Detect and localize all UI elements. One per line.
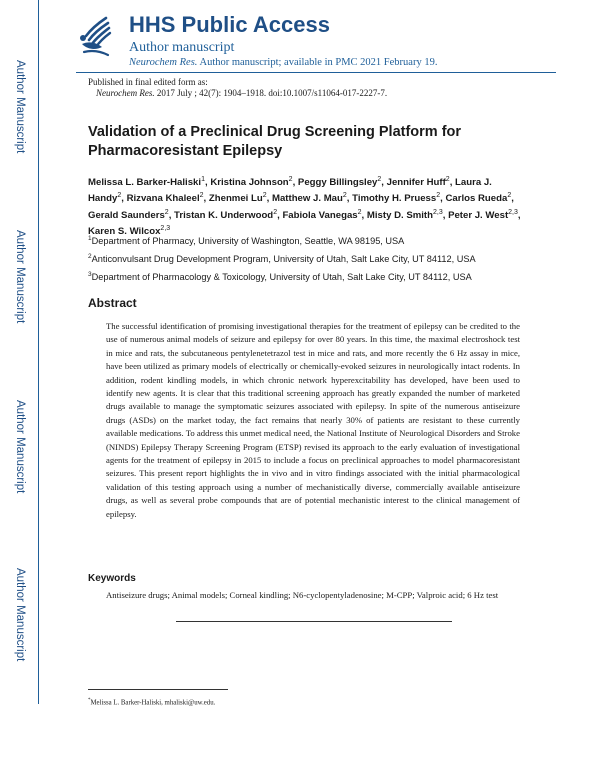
keywords-heading: Keywords — [88, 573, 136, 584]
author — [445, 193, 513, 204]
author-name: Rizvana Khaleel — [126, 193, 200, 205]
author-affiliation: 2 — [273, 208, 278, 216]
footnote — [88, 698, 215, 706]
author-name: Kristina Johnson — [210, 177, 289, 189]
author-affiliation: 2 — [199, 192, 204, 200]
footnote-rule — [88, 689, 228, 690]
hhs-public-access-title: HHS Public Access — [129, 12, 330, 37]
author-affiliation: 2,3 — [160, 224, 171, 232]
author — [174, 210, 282, 221]
citation-journal: Neurochem Res. — [96, 88, 155, 98]
author-name: Peggy Billingsley — [297, 177, 378, 189]
author — [387, 177, 455, 188]
author-name: Fabiola Vanegas — [282, 209, 358, 221]
author-affiliation: 2 — [262, 192, 267, 200]
author-name: Timothy H. Pruess — [352, 193, 437, 205]
author-affiliation: 2 — [357, 208, 362, 216]
margin-rule — [38, 0, 39, 704]
journal-abbrev: Neurochem Res. — [129, 57, 198, 68]
affiliation-text: Department of Pharmacology & Toxicology, University of Utah, Salt Lake City, UT 84112, USA — [91, 272, 472, 283]
author-name: Tristan K. Underwood — [174, 209, 274, 221]
author-separator: , — [203, 193, 209, 205]
author-name: Matthew J. Mau — [271, 193, 343, 205]
author-name: Misty D. Smith — [366, 209, 433, 221]
footnote-text: Melissa L. Barker-Haliski, mhaliski@uw.edu. — [90, 699, 216, 707]
author-affiliation: 2 — [117, 192, 122, 200]
author-name: Peter J. West — [448, 209, 509, 221]
author-affiliation: 2 — [342, 192, 347, 200]
author-separator: , — [517, 209, 521, 221]
author-separator: , — [361, 209, 367, 221]
margin-label-author-manuscript: Author Manuscript — [14, 60, 26, 154]
keywords-body: Antiseizure drugs; Animal models; Corneal kindling; N6-cyclopentyladenosine; M-CPP; Valproic acid; 6 Hz test — [106, 590, 499, 600]
author-name: Gerald Saunders — [88, 209, 165, 221]
footnote-marker: * — [88, 698, 91, 703]
author-separator: , — [440, 193, 446, 205]
abstract-heading: Abstract — [88, 296, 137, 310]
author — [272, 193, 352, 204]
margin-label-author-manuscript: Author Manuscript — [14, 230, 26, 324]
availability-text: Author manuscript; available in PMC 2021 February 19. — [199, 57, 438, 68]
author-manuscript-label: Author manuscript — [129, 40, 235, 55]
author-affiliation: 2 — [377, 176, 382, 183]
author — [127, 193, 209, 204]
author-affiliation: 2 — [288, 176, 293, 183]
author-affiliation: 2 — [436, 192, 441, 200]
author-affiliation: 1 — [201, 176, 205, 183]
header-rule — [76, 72, 556, 73]
author-separator: , — [121, 193, 127, 205]
citation-details: 2017 July ; 42(7): 1904–1918. doi:10.1007/s11064-017-2227-7. — [156, 88, 388, 98]
author-separator: , — [168, 209, 175, 221]
author-separator: , — [204, 177, 211, 189]
published-label: Published in final edited form as: — [88, 77, 208, 87]
hhs-eagle-logo-icon — [76, 14, 116, 58]
article-title: Validation of a Preclinical Drug Screening Platform for Pharmacoresistant Epilepsy — [88, 124, 462, 159]
affiliation-text: Anticonvulsant Drug Development Program, University of Utah, Salt Lake City, UT 84112, USA — [91, 254, 476, 265]
author-separator: , — [381, 177, 387, 189]
author-affiliation: 2 — [445, 176, 450, 183]
author-name: Carlos Rueda — [445, 193, 508, 205]
affiliation-number: 3 — [88, 271, 92, 278]
author-separator: , — [449, 177, 456, 189]
author-separator: , — [277, 209, 283, 221]
author-name: Jennifer Huff — [386, 177, 446, 189]
affiliation-text: Department of Pharmacy, University of Washington, Seattle, WA 98195, USA — [91, 236, 405, 247]
author-affiliation: 2,3 — [508, 208, 518, 216]
author-separator: , — [442, 209, 449, 221]
author-name: Laura J. Handy — [88, 177, 492, 205]
author-separator: , — [511, 193, 514, 205]
author-affiliation: 2 — [507, 192, 512, 200]
availability-line — [129, 57, 437, 68]
author — [88, 210, 174, 221]
author-separator: , — [266, 193, 272, 205]
affiliation-number: 2 — [88, 253, 92, 260]
margin-label-author-manuscript: Author Manuscript — [14, 400, 26, 494]
author-name: Melissa L. Barker-Haliski — [88, 177, 202, 189]
section-divider — [176, 621, 452, 622]
author — [88, 177, 210, 188]
author — [352, 193, 445, 204]
author-list — [88, 173, 528, 238]
author — [367, 210, 448, 221]
affiliation-3 — [88, 271, 548, 282]
author — [209, 193, 272, 204]
author-name: Zhenmei Lu — [208, 193, 263, 205]
author-affiliation: 2,3 — [432, 208, 443, 216]
author — [210, 177, 298, 188]
affiliation-1 — [88, 235, 548, 246]
affiliation-number: 1 — [88, 235, 92, 242]
author-affiliation: 2 — [164, 208, 169, 216]
citation — [96, 88, 387, 98]
affiliation-2 — [88, 253, 548, 264]
margin-label-author-manuscript: Author Manuscript — [14, 568, 26, 662]
author-separator: , — [292, 177, 298, 189]
author-separator: , — [346, 193, 353, 205]
author-name: Karen S. Wilcox — [88, 225, 161, 237]
author — [282, 210, 366, 221]
abstract-body: The successful identification of promising investigational therapies for the treatment of epilepsy can be credited to the use of numerous animal models of seizure and epilepsy for over 80 years. In this time, the maximal electroshock test in mice and rats, the subcutaneous pentylenetetrazol test in mice and rats, and more recently the 6 Hz assay in mice, have been utilized as primary models of electrically or chemically-evoked seizures in neurologically intact rodents. In addition, rodent kindling models, in which chronic network hyperexcitability has developed, have been used to identify new agents. It is clear that this traditional screening approach has greatly expanded the number of marketed drugs available to manage the symptomatic seizures associated with epilepsy. In spite of the numerous antiseizure drugs (ASDs) on the market today, the fact remains that nearly 30% of patients are resistant to these currently available medications. To address this unmet medical need, the National Institute of Neurological Disorders and Stroke (NINDS) Epilepsy Therapy Screening Program (ETSP) revised its approach to the early evaluation of investigational agents for the treatment of epilepsy in 2015 to include a focus on preclinical approaches to model pharmacoresistant seizures. This present report highlights the in vivo and in vitro findings associated with the initial pharmacological validation of this testing approach using a number of mechanistically diverse, commercially available antiseizure drugs, as well as several probe compounds that are of potential mechanistic interest to the clinical management of epilepsy. — [106, 321, 520, 519]
author — [298, 177, 387, 188]
author — [448, 210, 520, 221]
